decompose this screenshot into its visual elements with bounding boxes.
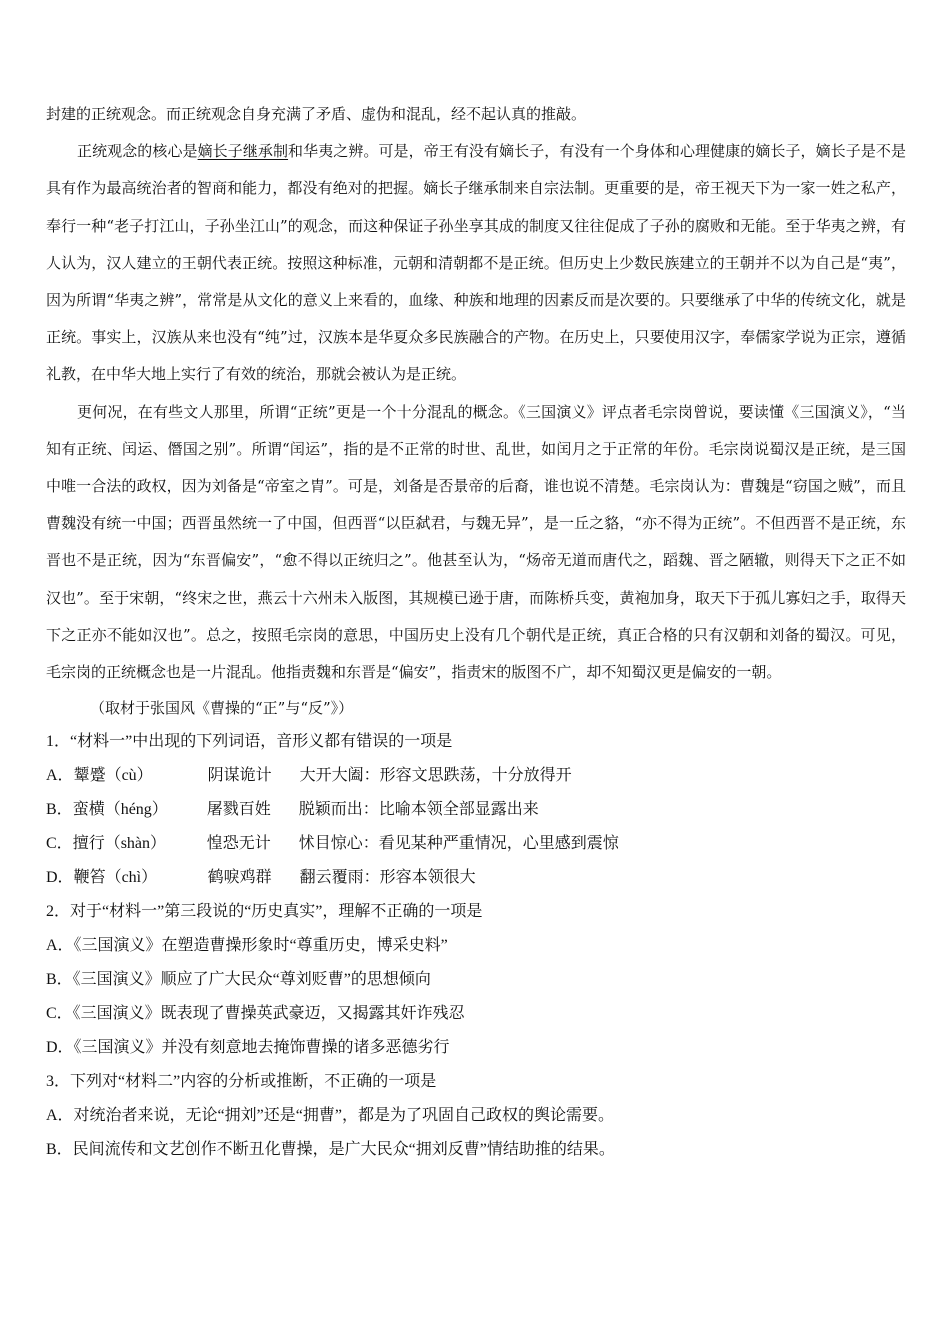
option-word-3: 脱颖而出：比喻本领全部显露出来 bbox=[298, 801, 539, 819]
option-c[interactable]: C．《三国演义》既表现了曹操英武豪迈，又揭露其奸诈残忍 bbox=[46, 1005, 465, 1023]
option-a[interactable] bbox=[46, 759, 906, 793]
option-a[interactable]: A．《三国演义》在塑造曹操形象时“尊重历史，博采史料” bbox=[46, 937, 448, 955]
option-letter: D． bbox=[46, 869, 74, 887]
option-letter: B． bbox=[46, 801, 73, 819]
option-word-3: 怵目惊心：看见某种严重情况，心里感到震惊 bbox=[298, 835, 619, 853]
option-letter: C． bbox=[46, 835, 73, 853]
underlined-term: 嫡长子继承制 bbox=[197, 142, 289, 161]
option-b[interactable]: B．《三国演义》顺应了广大民众“尊刘贬曹”的思想倾向 bbox=[46, 971, 431, 989]
question-1 bbox=[46, 725, 906, 895]
option-word-1: 鞭笞（chì） bbox=[73, 869, 158, 887]
option-letter: A． bbox=[46, 767, 74, 785]
question-2 bbox=[46, 895, 906, 1065]
question-stem: 1．“材料一”中出现的下列词语，音形义都有错误的一项是 bbox=[46, 733, 453, 751]
document-page bbox=[46, 96, 906, 1167]
source-citation: （取材于张国风《曹操的“正”与“反”》） bbox=[90, 699, 354, 718]
option-word-1: 蛮横（héng） bbox=[72, 801, 168, 819]
option-word-2: 惶恐无计 bbox=[206, 835, 271, 853]
option-word-2: 屠戮百姓 bbox=[206, 801, 271, 819]
paragraph-text-post: 和华夷之辨。可是，帝王有没有嫡长子，有没有一个身体和心理健康的嫡长子，嫡长子是不是具有作为最高统治者的智商和能力，都没有绝对的把握。嫡长子继承制来自宗法制。更重要的是，帝王视天下为一家一姓之私产，奉行一种“老子打江山，子孙坐江山”的观念，而这种保证子孙坐享其成的制度又往往促成了子孙的腐败和无能。至于华夷之辨，有人认为，汉人建立的王朝代表正统。按照这种标准，元朝和清朝都不是正统。但历史上少数民族建立的王朝并不以为自己是“夷”，因为所谓“华夷之辨”，常常是从文化的意义上来看的，血缘、种族和地理的因素反而是次要的。只要继承了中华的传统文化，就是正统。事实上，汉族从来也没有“纯”过，汉族本是华夏众多民族融合的产物。在历史上，只要使用汉字，奉儒家学说为正宗，遵循礼教，在中华大地上实行了有效的统治，那就会被认为是正统。 bbox=[46, 142, 906, 384]
option-b[interactable]: B．民间流传和文艺创作不断丑化曹操，是广大民众“拥刘反曹”情结助推的结果。 bbox=[46, 1141, 615, 1159]
option-word-3: 大开大阖：形容文思跌荡，十分放得开 bbox=[299, 767, 572, 785]
option-word-2: 阴谋诡计 bbox=[207, 767, 272, 785]
option-b[interactable] bbox=[46, 793, 906, 827]
option-word-1: 颦蹙（cù） bbox=[73, 767, 153, 785]
paragraph-mao-zonggang: 更何况，在有些文人那里，所谓“正统”更是一个十分混乱的概念。《三国演义》评点者毛宗岗曾说，要读懂《三国演义》，“当知有正统、闰运、僭国之别”。所谓“闰运”，指的是不正常的时世、乱世，如闰月之于正常的年份。毛宗岗说蜀汉是正统，是三国中唯一合法的政权，因为刘备是“帝室之胄”。可是，刘备是否景帝的后裔，谁也说不清楚。毛宗岗认为：曹魏是“窃国之贼”，而且曹魏没有统一中国；西晋虽然统一了中国，但西晋“以臣弑君，与魏无异”，是一丘之貉，“亦不得为正统”。不但西晋不是正统，东晋也不是正统，因为“东晋偏安”，“愈不得以正统归之”。他甚至认为，“炀帝无道而唐代之，蹈魏、晋之陋辙，则得天下之正不如汉也”。至于宋朝，“终宋之世，燕云十六州未入版图，其规模已逊于唐，而陈桥兵变，黄袍加身，取天下于孤儿寡妇之手，取得天下之正亦不能如汉也”。总之，按照毛宗岗的意思，中国历史上没有几个朝代是正统，真正合格的只有汉朝和刘备的蜀汉。可见，毛宗岗的正统概念也是一片混乱。他指责魏和东晋是“偏安”，指责宋的版图不广，却不知蜀汉更是偏安的一朝。 bbox=[46, 402, 906, 682]
option-d[interactable] bbox=[46, 861, 906, 895]
option-c[interactable] bbox=[46, 827, 906, 861]
paragraph-continuation: 封建的正统观念。而正统观念自身充满了矛盾、虚伪和混乱，经不起认真的推敲。 bbox=[46, 105, 587, 123]
option-word-2: 鹤唳鸡群 bbox=[207, 869, 272, 887]
option-word-3: 翻云覆雨：形容本领很大 bbox=[299, 869, 476, 887]
option-word-1: 擅行（shàn） bbox=[72, 835, 167, 853]
question-3 bbox=[46, 1065, 906, 1167]
question-stem: 2．对于“材料一”第三段说的“历史真实”，理解不正确的一项是 bbox=[46, 903, 483, 921]
option-d[interactable]: D．《三国演义》并没有刻意地去掩饰曹操的诸多恶德劣行 bbox=[46, 1039, 450, 1057]
option-a[interactable]: A．对统治者来说，无论“拥刘”还是“拥曹”，都是为了巩固自己政权的舆论需要。 bbox=[46, 1107, 614, 1125]
paragraph-text-pre: 正统观念的核心是 bbox=[77, 142, 198, 161]
question-stem: 3．下列对“材料二”内容的分析或推断，不正确的一项是 bbox=[46, 1073, 437, 1091]
paragraph-orthodoxy-core bbox=[46, 133, 906, 393]
